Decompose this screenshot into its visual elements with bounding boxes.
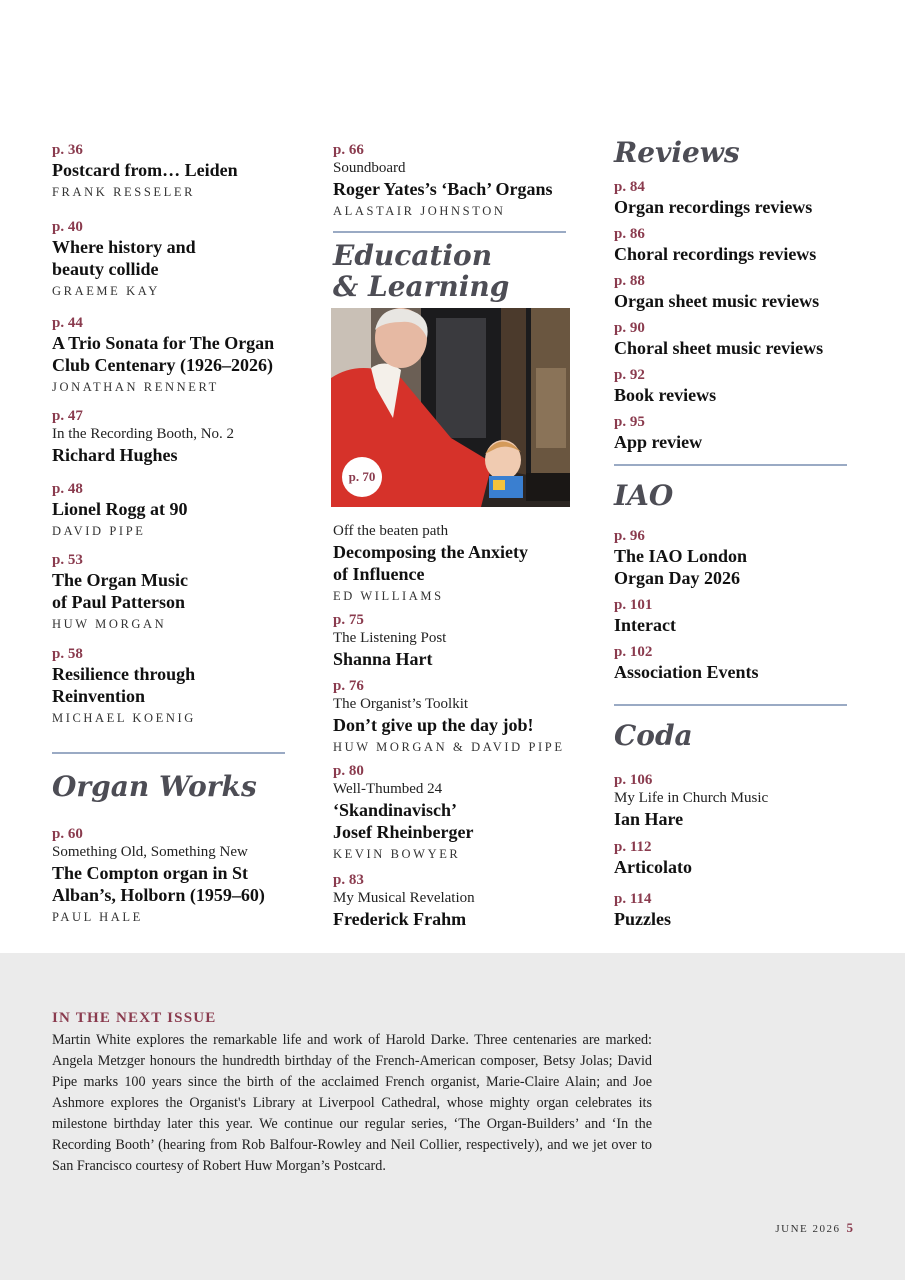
toc-entry[interactable] (52, 551, 188, 633)
section-divider (333, 231, 566, 233)
article-title: Postcard from… Leiden (52, 160, 238, 180)
page-ref: p. 76 (333, 678, 364, 694)
page-ref: p. 58 (52, 646, 83, 662)
article-title: The Organ Music (52, 570, 189, 590)
author: PAUL HALE (52, 910, 143, 924)
section-divider (52, 752, 285, 754)
article-title: Choral recordings reviews (614, 244, 817, 264)
section-divider (614, 704, 847, 706)
series-kicker: The Listening Post (333, 630, 447, 646)
next-issue-body: Martin White explores the remarkable life and work of Harold Darke. Three centenaries are marked: Angela Metzger honours the hundredth birthday of the French-American composer, Betsy Jolas; David Pipe marks 100 years since the birth of the acclaimed French organist, Marie-Claire Alain; and Joe Ashmore explores the Organist's Library at Liverpool Cathedral, whose mighty organ celebrates its milestone birthday later this year. We continue our regular series, ‘The Organ-Builders’ and ‘In the Recording Booth’ (hearing from Rob Balfour-Rowley and Neil Collier, respectively), and we jet over to San Francisco courtesy of Robert Huw Morgan’s Postcard. (52, 1032, 652, 1174)
section-heading-organ-works: Organ Works (52, 770, 257, 803)
series-kicker: Something Old, Something New (52, 844, 248, 860)
author: FRANK RESSELER (52, 185, 196, 199)
article-title: Lionel Rogg at 90 (52, 499, 188, 519)
section-heading-education: Education (333, 239, 493, 272)
article-title-line2: beauty collide (52, 259, 159, 279)
article-title: Choral sheet music reviews (614, 338, 824, 358)
author: KEVIN BOWYER (333, 847, 461, 861)
article-title: Don’t give up the day job! (333, 715, 534, 735)
article-title: ‘Skandinavisch’ (333, 800, 458, 820)
article-title: Organ sheet music reviews (614, 291, 820, 311)
issue-date: JUNE 2026 (775, 1223, 841, 1235)
article-title: Association Events (614, 662, 759, 682)
page-ref: p. 112 (614, 839, 652, 855)
article-title-line2: Reinvention (52, 686, 146, 706)
series-kicker: My Life in Church Music (614, 790, 769, 806)
toc-entry[interactable] (614, 838, 692, 878)
series-kicker: Soundboard (333, 160, 406, 176)
section-heading-education-line2: & Learning (333, 270, 510, 303)
article-title: The IAO London (614, 546, 748, 566)
article-title: Shanna Hart (333, 649, 433, 669)
author: ED WILLIAMS (333, 589, 444, 603)
section-divider (614, 464, 847, 466)
section-heading-coda: Coda (614, 719, 693, 752)
toc-entry[interactable] (333, 871, 475, 930)
author: HUW MORGAN (52, 617, 167, 631)
article-title-line2: Club Centenary (1926–2026) (52, 355, 273, 375)
toc-entry[interactable] (614, 178, 812, 218)
toc-entry[interactable] (333, 677, 565, 756)
page-ref: p. 83 (333, 872, 364, 888)
page-ref: p. 75 (333, 612, 364, 628)
page-number: 5 (846, 1220, 853, 1235)
toc-entry[interactable] (614, 771, 768, 830)
toc-entry[interactable] (52, 141, 238, 201)
toc-entry[interactable] (614, 527, 747, 589)
page-ref: p. 60 (52, 826, 83, 842)
toc-entry[interactable] (614, 643, 759, 683)
article-title: Ian Hare (614, 809, 684, 829)
series-kicker: My Musical Revelation (333, 890, 475, 906)
series-kicker: Well-Thumbed 24 (333, 781, 443, 797)
toc-entry[interactable] (614, 366, 716, 406)
article-title-line2: of Influence (333, 564, 425, 584)
article-title: A Trio Sonata for The Organ (52, 333, 275, 353)
article-title-line2: Alban’s, Holborn (1959–60) (52, 885, 265, 905)
article-title: Book reviews (614, 385, 717, 405)
page-ref: p. 88 (614, 273, 645, 289)
toc-entry[interactable] (614, 413, 702, 453)
toc-entry[interactable] (52, 480, 188, 540)
page-ref: p. 66 (333, 142, 364, 158)
author: MICHAEL KOENIG (52, 711, 196, 725)
article-title: The Compton organ in St (52, 863, 249, 883)
toc-entry[interactable] (52, 645, 196, 727)
page-ref: p. 44 (52, 315, 83, 331)
page-ref: p. 95 (614, 414, 645, 430)
author: DAVID PIPE (52, 524, 146, 538)
article-title: Puzzles (614, 909, 671, 929)
toc-entry[interactable] (333, 762, 473, 863)
page-badge: p. 70 (342, 457, 382, 497)
page-ref: p. 90 (614, 320, 645, 336)
toc-entry[interactable] (614, 596, 676, 636)
page-ref: p. 96 (614, 528, 645, 544)
article-title-line2: Josef Rheinberger (333, 822, 474, 842)
page-ref: p. 80 (333, 763, 364, 779)
toc-entry[interactable] (52, 314, 274, 396)
page-ref: p. 101 (614, 597, 653, 613)
article-title: App review (614, 432, 703, 452)
page-ref: p. 92 (614, 367, 645, 383)
toc-entry[interactable] (614, 319, 823, 359)
toc-entry[interactable] (333, 522, 528, 605)
page-ref: p. 48 (52, 481, 83, 497)
toc-entry[interactable] (333, 141, 552, 220)
page-ref: p. 84 (614, 179, 645, 195)
article-title-line2: Organ Day 2026 (614, 568, 740, 588)
article-title: Resilience through (52, 664, 196, 684)
author: JONATHAN RENNERT (52, 380, 219, 394)
section-heading-iao: IAO (614, 479, 674, 512)
series-kicker: Off the beaten path (333, 523, 449, 539)
page-ref: p. 47 (52, 408, 83, 424)
section-heading-reviews: Reviews (614, 136, 740, 169)
author: HUW MORGAN & DAVID PIPE (333, 740, 565, 754)
toc-entry[interactable] (614, 890, 671, 930)
article-title: Frederick Frahm (333, 909, 467, 929)
toc-entry[interactable] (614, 225, 816, 265)
article-title: Organ recordings reviews (614, 197, 813, 217)
author: GRAEME KAY (52, 284, 160, 298)
page-ref: p. 36 (52, 142, 83, 158)
next-issue-heading: IN THE NEXT ISSUE (52, 1010, 217, 1026)
toc-entry[interactable] (333, 611, 446, 670)
page-footer (775, 1220, 853, 1236)
page-ref: p. 114 (614, 891, 652, 907)
article-title: Roger Yates’s ‘Bach’ Organs (333, 179, 553, 199)
article-title-line2: of Paul Patterson (52, 592, 185, 612)
page-ref: p. 106 (614, 772, 653, 788)
toc-entry[interactable] (52, 218, 196, 300)
article-title: Articolato (614, 857, 692, 877)
toc-entry[interactable] (52, 407, 234, 466)
toc-entry[interactable] (52, 825, 265, 926)
article-title: Decomposing the Anxiety (333, 542, 528, 562)
series-kicker: The Organist’s Toolkit (333, 696, 469, 712)
series-kicker: In the Recording Booth, No. 2 (52, 426, 235, 442)
author: ALASTAIR JOHNSTON (333, 204, 506, 218)
page-ref: p. 86 (614, 226, 645, 242)
page-ref: p. 102 (614, 644, 653, 660)
article-title: Where history and (52, 237, 196, 257)
article-title: Richard Hughes (52, 445, 178, 465)
toc-entry[interactable] (614, 272, 819, 312)
article-title: Interact (614, 615, 676, 635)
page-ref: p. 53 (52, 552, 83, 568)
page-ref: p. 40 (52, 219, 83, 235)
